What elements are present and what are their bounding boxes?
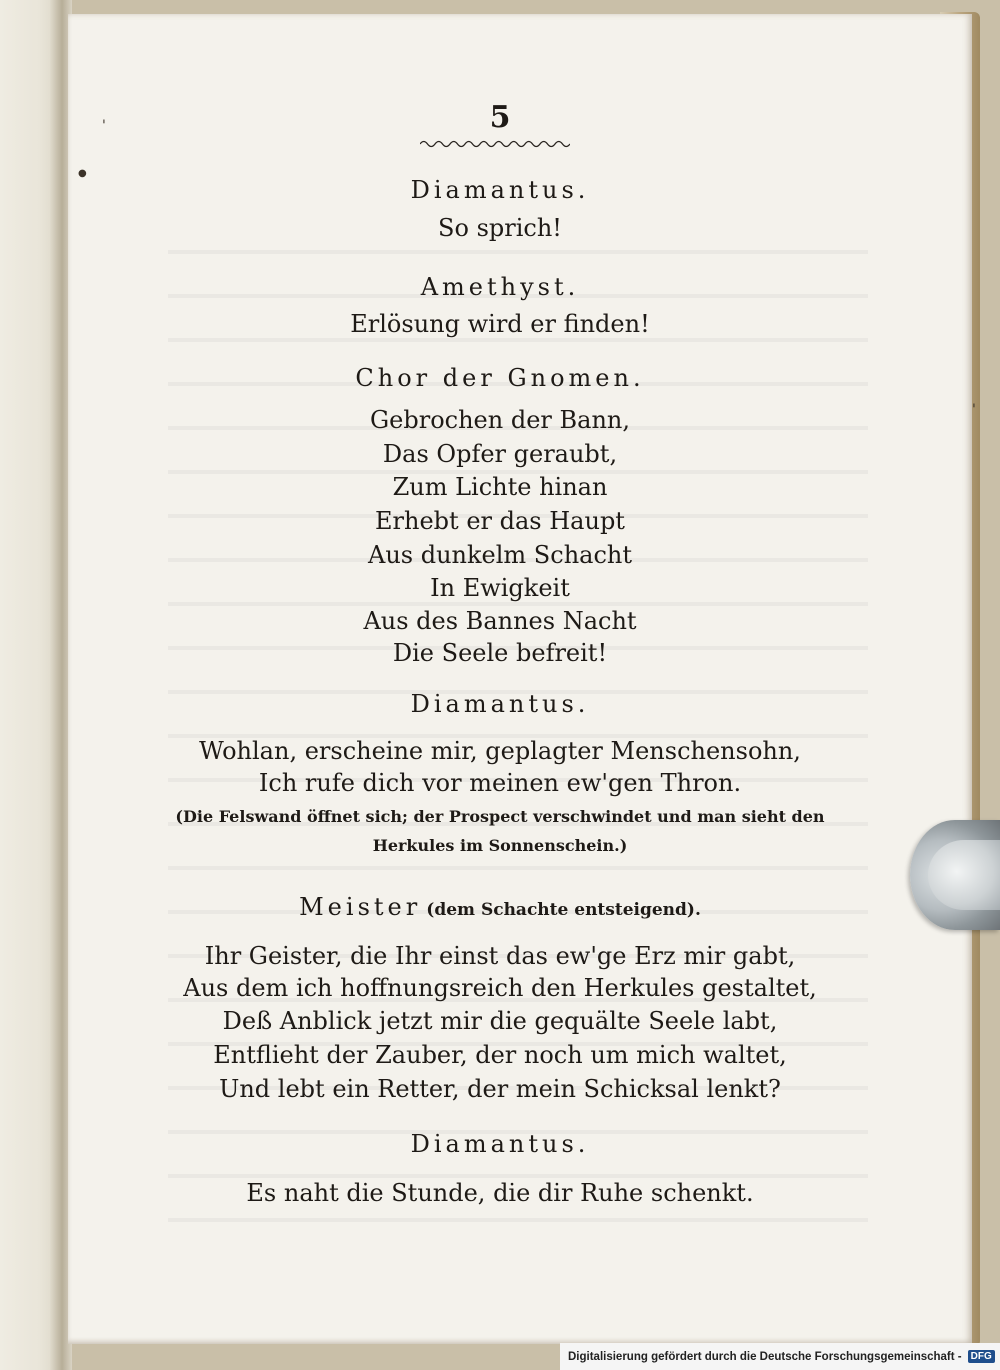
speaker-name: Chor der Gnomen. (355, 364, 645, 392)
digitization-footer (560, 1343, 1000, 1370)
dialogue-line: Deß Anblick jetzt mir die gequälte Seele labt, (222, 1007, 778, 1035)
dialogue-line: Wohlan, erscheine mir, geplagter Menschensohn, (199, 737, 801, 765)
speaker-name: Meister (299, 893, 422, 921)
ink-mark: ' (972, 402, 976, 418)
dialogue-line: Erlösung wird er finden! (350, 310, 650, 338)
dialogue-line: Aus dem ich hoffnungsreich den Herkules gestaltet, (183, 974, 817, 1002)
dialogue-line: Und lebt ein Retter, der mein Schicksal lenkt? (219, 1075, 781, 1103)
speaker-name: Diamantus. (410, 176, 590, 204)
dialogue-line: Ich rufe dich vor meinen ew'gen Thron. (258, 769, 742, 797)
dialogue-line: Zum Lichte hinan (392, 473, 608, 501)
footer-credit: Digitalisierung gefördert durch die Deutsche Forschungsgemeinschaft - (568, 1350, 962, 1363)
ink-dot: ● (78, 168, 87, 179)
ornamental-rule (420, 138, 570, 150)
page-number: 5 (489, 100, 511, 135)
speaker-name: Diamantus. (410, 690, 590, 718)
ink-mark: ' (102, 118, 106, 134)
dialogue-line: So sprich! (438, 214, 562, 242)
dialogue-line: In Ewigkeit (430, 574, 570, 602)
speaker-name: Amethyst. (420, 273, 580, 301)
stage-direction: (Die Felswand öffnet sich; der Prospect verschwindet und man sieht den (175, 807, 825, 826)
speaker-note: (dem Schachte entsteigend). (426, 900, 701, 920)
speaker-heading (0, 893, 1000, 921)
dialogue-line: Aus dunkelm Schacht (367, 541, 632, 569)
stage-direction: Herkules im Sonnenschein.) (372, 836, 628, 855)
dialogue-line: Ihr Geister, die Ihr einst das ew'ge Erz mir gabt, (204, 942, 796, 970)
dialogue-line: Es naht die Stunde, die dir Ruhe schenkt. (246, 1179, 754, 1207)
dialogue-line: Die Seele befreit! (392, 639, 608, 667)
dialogue-line: Aus des Bannes Nacht (363, 607, 637, 635)
dfg-logo: DFG (968, 1350, 995, 1363)
dialogue-line: Erhebt er das Haupt (375, 507, 625, 535)
paper-clip-highlight (928, 840, 1000, 910)
speaker-name: Diamantus. (410, 1130, 590, 1158)
dialogue-line: Das Opfer geraubt, (382, 440, 618, 468)
dialogue-line: Entflieht der Zauber, der noch um mich waltet, (213, 1041, 787, 1069)
dialogue-line: Gebrochen der Bann, (369, 406, 630, 434)
